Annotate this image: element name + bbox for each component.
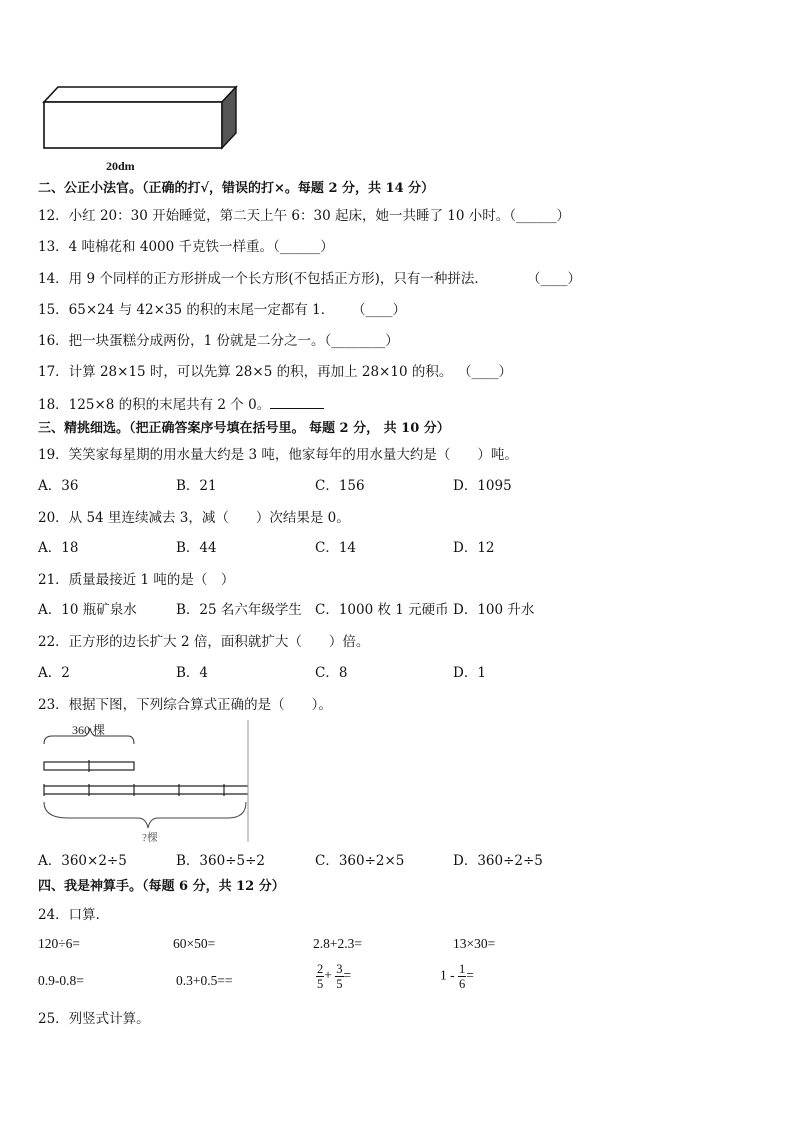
- question-21: 21．质量最接近 1 吨的是（ ）: [38, 572, 235, 588]
- fraction-one-sixth: $\frac{1}{6}$: [459, 962, 466, 991]
- cuboid-figure: [38, 82, 248, 174]
- question-12: 12．小红 20：30 开始睡觉，第二天上午 6：30 起床，她一共睡了 10 小时。（______）: [38, 208, 570, 224]
- calc-4: 13×30=: [453, 936, 496, 951]
- question-14-answer-blank[interactable]: （____）: [527, 271, 581, 287]
- q19-option-a[interactable]: A．36: [38, 478, 79, 494]
- question-13: 13．4 吨棉花和 4000 千克铁一样重。（______）: [38, 239, 334, 255]
- question-24: 24．口算．: [38, 907, 110, 923]
- q19-option-d[interactable]: D．1095: [453, 478, 512, 494]
- section3-heading: 三、精挑细选。（把正确答案序号填在括号里。 每题 2 分， 共 10 分）: [38, 421, 450, 436]
- question-16: 16．把一块蛋糕分成两份，1 份就是二分之一。（________）: [38, 333, 399, 349]
- question-14: 14．用 9 个同样的正方形拼成一个长方形(不包括正方形)，只有一种拼法．: [38, 271, 488, 287]
- calc-6: 0.3+0.5==: [176, 973, 233, 988]
- question-18: [38, 394, 324, 414]
- q22-option-a[interactable]: A．2: [38, 665, 70, 681]
- q23-option-c[interactable]: C．360÷2×5: [315, 853, 405, 869]
- q22-option-d[interactable]: D．1: [453, 665, 486, 681]
- section4-heading: 四、我是神算手。（每题 6 分，共 12 分）: [38, 879, 285, 894]
- q23-option-a[interactable]: A．360×2÷5: [38, 853, 127, 869]
- q21-option-a[interactable]: A．10 瓶矿泉水: [38, 602, 137, 618]
- fraction-three-fifths: $\frac{3}{5}$: [336, 962, 343, 991]
- diagram-top-label: 360 棵: [72, 723, 106, 737]
- question-15-answer-blank[interactable]: （____）: [352, 302, 406, 318]
- question-19: 19．笑笑家每星期的用水量大约是 3 吨，他家每年的用水量大约是（ ）吨。: [38, 447, 518, 463]
- q20-option-c[interactable]: C．14: [315, 540, 357, 556]
- q22-option-c[interactable]: C．8: [315, 665, 348, 681]
- calc-7: $\frac{2}{5}$ + $\frac{3}{5}$ =: [317, 962, 352, 991]
- q20-option-d[interactable]: D．12: [453, 540, 495, 556]
- question-15: 15．65×24 与 42×35 的积的末尾一定都有 1．: [38, 302, 335, 318]
- q19-option-b[interactable]: B．21: [176, 478, 217, 494]
- q20-option-a[interactable]: A．18: [38, 540, 79, 556]
- question-25: 25．列竖式计算。: [38, 1011, 150, 1027]
- diagram-bottom-label: ?棵: [142, 832, 158, 844]
- calc-8: 1 - $\frac{1}{6}$ =: [440, 962, 474, 991]
- question-22: 22．正方形的边长扩大 2 倍，面积就扩大（ ）倍。: [38, 634, 370, 650]
- question-17: 17．计算 28×15 时，可以先算 28×5 的积，再加上 28×10 的积。: [38, 364, 453, 380]
- q23-option-d[interactable]: D．360÷2÷5: [453, 853, 543, 869]
- question-20: 20．从 54 里连续减去 3，减（ ）次结果是 0。: [38, 510, 350, 526]
- q21-option-c[interactable]: C．1000 枚 1 元硬币: [315, 602, 449, 618]
- question-17-answer-blank[interactable]: （____）: [458, 364, 512, 380]
- fraction-two-fifths: $\frac{2}{5}$: [317, 962, 324, 991]
- q19-option-c[interactable]: C．156: [315, 478, 365, 494]
- calc-2: 60×50=: [173, 936, 216, 951]
- section2-heading: 二、公正小法官。（正确的打√，错误的打×。每题 2 分，共 14 分）: [38, 181, 435, 196]
- q21-option-d[interactable]: D．100 升水: [453, 602, 535, 618]
- segment-diagram: [38, 720, 253, 845]
- q23-option-b[interactable]: B．360÷5÷2: [176, 853, 265, 869]
- calc-5: 0.9-0.8=: [38, 973, 84, 988]
- q22-option-b[interactable]: B．4: [176, 665, 209, 681]
- question-23: 23．根据下图，下列综合算式正确的是（ ）。: [38, 697, 332, 713]
- q20-option-b[interactable]: B．44: [176, 540, 217, 556]
- calc-3: 2.8+2.3=: [313, 936, 362, 951]
- question-18-answer-blank[interactable]: [270, 394, 324, 409]
- calc-1: 120÷6=: [38, 936, 81, 951]
- question-18-text: 18．125×8 的积的末尾共有 2 个 0。: [38, 397, 271, 413]
- q21-option-b[interactable]: B．25 名六年级学生: [176, 602, 302, 618]
- cuboid-length-label: 20dm: [106, 159, 135, 173]
